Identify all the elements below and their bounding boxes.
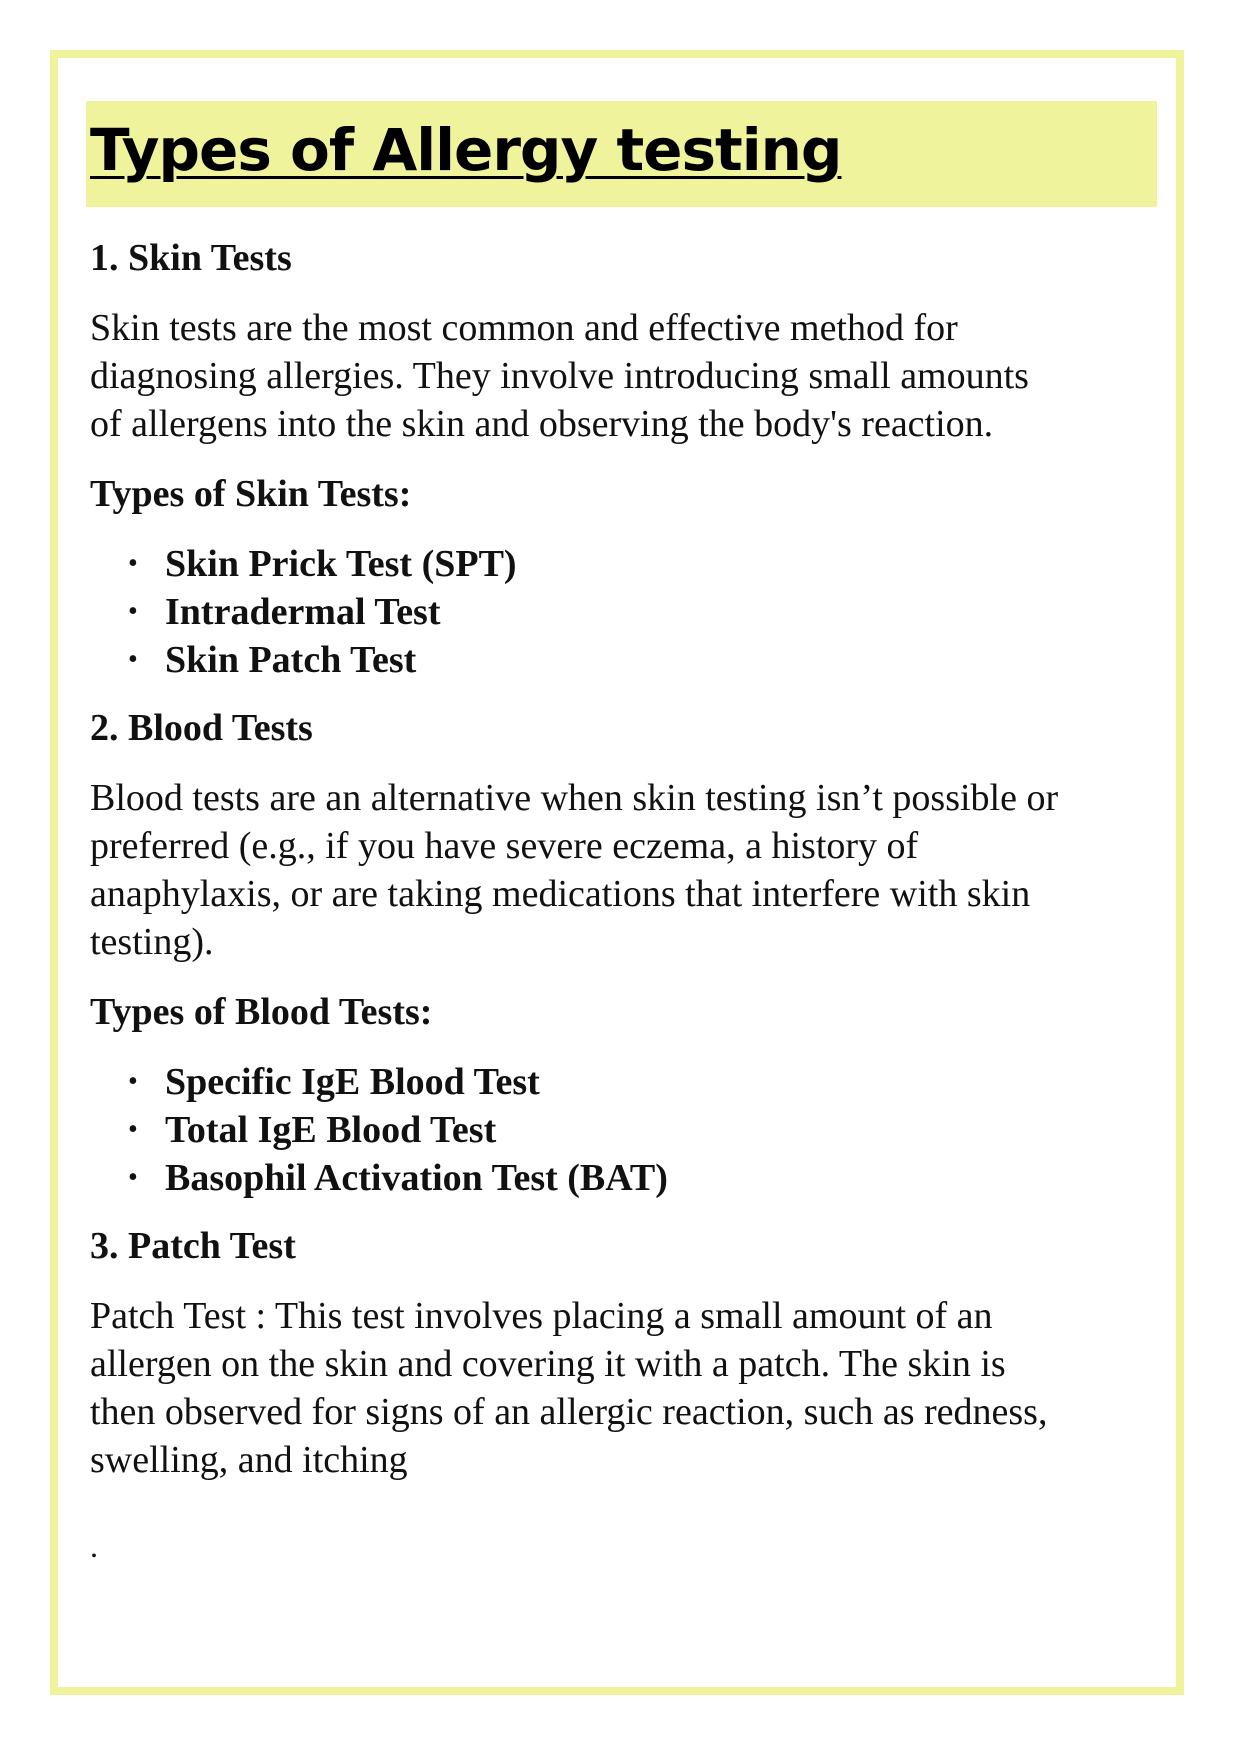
document-body <box>90 232 1158 1566</box>
list-item <box>90 588 1158 636</box>
list-item-label: Specific IgE Blood Test <box>165 1061 540 1103</box>
bullet-icon: • <box>128 1114 138 1145</box>
bullet-icon: • <box>128 596 138 627</box>
body-line: Skin tests are the most common and effective method for <box>90 307 958 349</box>
subheading-blood-test-types: Types of Blood Tests: <box>90 991 433 1033</box>
bullet-icon: • <box>128 548 138 579</box>
list-item-label: Skin Patch Test <box>165 639 417 681</box>
section-heading-blood-tests: 2. Blood Tests <box>90 707 313 749</box>
section-body-patch-test <box>90 1292 1158 1484</box>
page-title: Types of Allergy testing <box>90 116 842 184</box>
list-item <box>90 540 1158 588</box>
body-line: diagnosing allergies. They involve introducing small amounts <box>90 355 1029 397</box>
list-item <box>90 1154 1158 1202</box>
skin-test-list <box>90 540 1158 684</box>
bullet-icon: • <box>128 1162 138 1193</box>
list-item-label: Skin Prick Test (SPT) <box>165 543 517 585</box>
blood-test-list <box>90 1058 1158 1202</box>
body-line: Patch Test : This test involves placing a small amount of an <box>90 1295 993 1337</box>
list-item <box>90 1106 1158 1154</box>
body-line: anaphylaxis, or are taking medications that interfere with skin <box>90 873 1031 915</box>
list-item <box>90 636 1158 684</box>
body-line: swelling, and itching <box>90 1439 408 1481</box>
list-item <box>90 1058 1158 1106</box>
body-line: testing). <box>90 921 214 963</box>
list-item-label: Intradermal Test <box>165 591 441 633</box>
list-item-label: Total IgE Blood Test <box>165 1109 497 1151</box>
body-line: of allergens into the skin and observing the body's reaction. <box>90 403 994 445</box>
bullet-icon: • <box>128 644 138 675</box>
section-heading-patch-test: 3. Patch Test <box>90 1225 296 1267</box>
section-body-skin-tests <box>90 304 1158 448</box>
body-line: allergen on the skin and covering it with a patch. The skin is <box>90 1343 1006 1385</box>
subheading-skin-test-types: Types of Skin Tests: <box>90 473 412 515</box>
body-line: then observed for signs of an allergic reaction, such as redness, <box>90 1391 1048 1433</box>
section-body-blood-tests <box>90 774 1158 966</box>
list-item-label: Basophil Activation Test (BAT) <box>165 1157 668 1199</box>
trailing-period: . <box>90 1528 98 1564</box>
bullet-icon: • <box>128 1066 138 1097</box>
section-heading-skin-tests: 1. Skin Tests <box>90 237 292 279</box>
body-line: Blood tests are an alternative when skin testing isn’t possible or <box>90 777 1059 819</box>
body-line: preferred (e.g., if you have severe eczema, a history of <box>90 825 919 867</box>
